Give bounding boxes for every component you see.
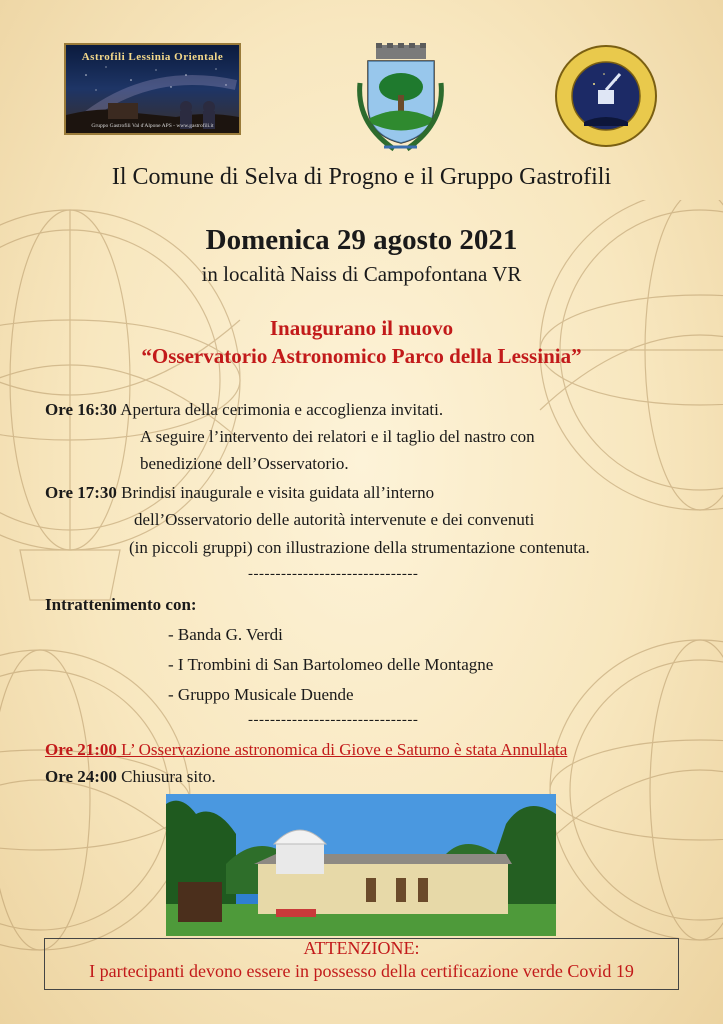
entertainment-item-1: - Banda G. Verdi: [168, 625, 283, 644]
time-1630: Ore 16:30: [45, 400, 117, 419]
entertainment-title: Intrattenimento con:: [45, 595, 197, 614]
program-item-4-text: Chiusura sito.: [116, 767, 216, 786]
observatory-photo: [166, 794, 556, 936]
event-date: Domenica 29 agosto 2021: [205, 224, 518, 256]
program-item-2-line2: dell’Osservatorio delle autorità intervenute e dei convenuti: [134, 510, 535, 529]
separator-1: -------------------------------: [248, 566, 419, 582]
time-1730: Ore 17:30: [45, 483, 117, 502]
municipal-crest-icon: [354, 43, 447, 155]
program-item-2-line3: (in piccoli gruppi) con illustrazione della strumentazione contenuta.: [129, 538, 590, 557]
separator-2: -------------------------------: [248, 712, 419, 728]
program-item-3-cancelled: [45, 740, 567, 760]
astrofili-logo: [64, 43, 241, 135]
event-location: in località Naiss di Campofontana VR: [201, 262, 522, 286]
covid-notice-box: [44, 938, 679, 990]
left-logo-subtitle: Gruppo Gastrofili Val d'Alpone APS - www.gastrofili.it: [91, 123, 214, 129]
left-logo-title: Astrofili Lessinia Orientale: [81, 51, 224, 63]
time-2400: Ore 24:00: [45, 767, 117, 786]
entertainment-item-3: - Gruppo Musicale Duende: [168, 685, 354, 704]
program-item-3-text: L’ Osservazione astronomica di Giove e Saturno è stata Annullata: [116, 740, 568, 759]
notice-title: ATTENZIONE:: [303, 938, 420, 958]
program-item-1-line2: A seguire l’intervento dei relatori e il taglio del nastro con: [140, 427, 535, 446]
announcement-line2: “Osservatorio Astronomico Parco della Lessinia”: [141, 344, 582, 368]
program-item-1-text: Apertura della cerimonia e accoglienza invitati.: [116, 400, 444, 419]
announcement-line1: Inaugurano il nuovo: [269, 316, 454, 340]
program-item-2: [45, 483, 434, 503]
entertainment-item-2: - I Trombini di San Bartolomeo delle Montagne: [168, 655, 494, 674]
time-2100: Ore 21:00: [45, 740, 117, 759]
organizers-line: Il Comune di Selva di Progno e il Gruppo Gastrofili: [111, 164, 612, 190]
gastrofili-seal-icon: [554, 44, 658, 148]
program-item-4: [45, 767, 216, 787]
program-item-2-text: Brindisi inaugurale e visita guidata all’interno: [116, 483, 435, 502]
celestial-globe-decoration-bottom-right: [540, 620, 723, 960]
notice-text: I partecipanti devono essere in possesso della certificazione verde Covid 19: [89, 961, 634, 981]
program-item-1-line3: benedizione dell’Osservatorio.: [140, 454, 349, 473]
program-item-1: [45, 400, 443, 420]
